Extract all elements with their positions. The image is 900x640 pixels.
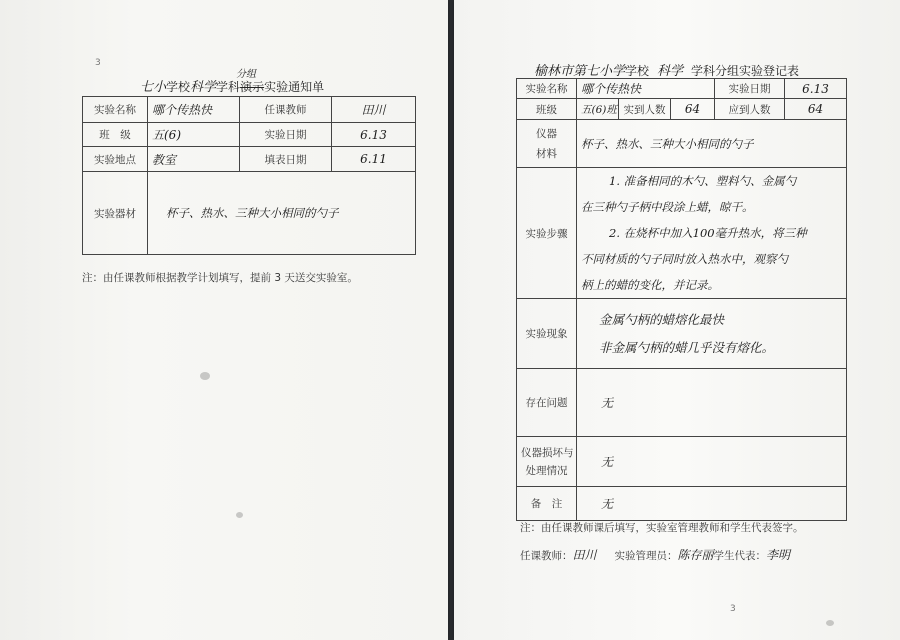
signature-line (520, 546, 790, 563)
value-location: 教室 (148, 147, 240, 172)
label-actual-count: 实到人数 (619, 99, 671, 120)
page-mark: 3 (95, 58, 101, 68)
value-experiment-name: 哪个传热快 (577, 79, 715, 99)
value-fill-date: 6.11 (332, 147, 416, 172)
student-rep-label: 学生代表： (713, 550, 767, 562)
steps-line: 不同材质的勺子同时放入热水中，观察勺 (581, 252, 788, 266)
lab-manager-signature: 陈存丽 (677, 548, 714, 562)
notice-footnote: 注：由任课教师根据教学计划填写，提前 3 天送交实验室。 (82, 272, 358, 284)
value-phenomenon (577, 299, 847, 369)
value-exp-date: 6.13 (332, 123, 416, 147)
right-register-sheet (454, 0, 900, 640)
value-exp-date: 6.13 (785, 79, 847, 99)
value-expected-count: 64 (785, 99, 847, 120)
title-subject-suffix: 学科 (216, 80, 241, 94)
label-fill-date: 填表日期 (240, 147, 332, 172)
value-steps (577, 168, 847, 299)
title-form-name: 学科分组实验登记表 (691, 64, 800, 78)
label-remarks: 备 注 (517, 487, 577, 521)
register-footnote: 注：由任课教师课后填写，实验室管理教师和学生代表签字。 (520, 522, 804, 534)
title-school: 榆林市第七小学 (534, 64, 626, 79)
notice-table (82, 96, 416, 255)
title-school: 七小 (140, 80, 167, 95)
label-damage-line2: 处理情况 (525, 464, 568, 477)
register-title (534, 60, 799, 79)
label-steps: 实验步骤 (517, 168, 577, 299)
value-instruments: 杯子、热水、三种大小相同的勺子 (577, 120, 847, 168)
teacher-signature: 田川 (572, 548, 597, 562)
value-class: 五(6) (148, 123, 240, 147)
label-problems: 存在问题 (517, 369, 577, 437)
label-instruments (517, 120, 577, 168)
ink-smudge (236, 512, 243, 518)
label-damage-line1: 仪器损坏与 (521, 446, 574, 459)
value-experiment-name: 哪个传热快 (148, 97, 240, 123)
label-location: 实验地点 (83, 147, 148, 172)
lab-manager-label: 实验管理员： (614, 550, 678, 562)
steps-line: 2. 在烧杯中加入100毫升热水，将三种 (609, 226, 807, 240)
label-expected-count: 应到人数 (715, 99, 785, 120)
title-school-suffix: 学校 (625, 64, 650, 78)
label-instruments-line1: 仪器 (536, 127, 557, 140)
value-class: 五(6)班 (577, 99, 619, 120)
label-materials: 实验器材 (83, 172, 148, 255)
label-class: 班级 (517, 99, 577, 120)
value-damage: 无 (577, 437, 847, 487)
steps-line: 在三种勺子柄中段涂上蜡，晾干。 (581, 200, 754, 214)
teacher-signature-label: 任课教师： (520, 550, 573, 562)
register-table (516, 78, 847, 521)
title-subject: 科学 (657, 64, 684, 79)
label-experiment-name: 实验名称 (517, 79, 577, 99)
value-problems: 无 (577, 369, 847, 437)
phenomenon-line: 金属勺柄的蜡熔化最快 (599, 311, 725, 327)
label-damage (517, 437, 577, 487)
label-phenomenon: 实验现象 (517, 299, 577, 369)
title-inserted-text: 分组 (236, 69, 256, 80)
value-remarks: 无 (577, 487, 847, 521)
left-notice-sheet (0, 0, 448, 640)
value-materials: 杯子、热水、三种大小相同的勺子 (148, 172, 416, 255)
steps-line: 1. 准备相同的木勺、塑料勺、金属勺 (609, 174, 797, 188)
label-teacher: 任课教师 (240, 97, 332, 123)
value-teacher: 田川 (332, 97, 416, 123)
value-actual-count: 64 (671, 99, 715, 120)
label-experiment-name: 实验名称 (83, 97, 148, 123)
label-exp-date: 实验日期 (715, 79, 785, 99)
title-form-name: 实验通知单 (264, 80, 325, 94)
label-instruments-line2: 材料 (536, 147, 557, 160)
title-crossed-text: 演示 (240, 80, 265, 94)
label-exp-date: 实验日期 (240, 123, 332, 147)
steps-line: 柄上的蜡的变化，并记录。 (581, 278, 719, 292)
notice-title (140, 69, 325, 95)
page-mark: 3 (730, 604, 736, 614)
student-rep-signature: 李明 (766, 548, 791, 562)
title-subject: 科学 (190, 80, 217, 95)
ink-smudge (826, 620, 834, 626)
label-class: 班 级 (83, 123, 148, 147)
ink-smudge (200, 372, 210, 380)
title-school-suffix: 学校 (166, 80, 191, 94)
phenomenon-line: 非金属勺柄的蜡几乎没有熔化。 (599, 339, 775, 355)
